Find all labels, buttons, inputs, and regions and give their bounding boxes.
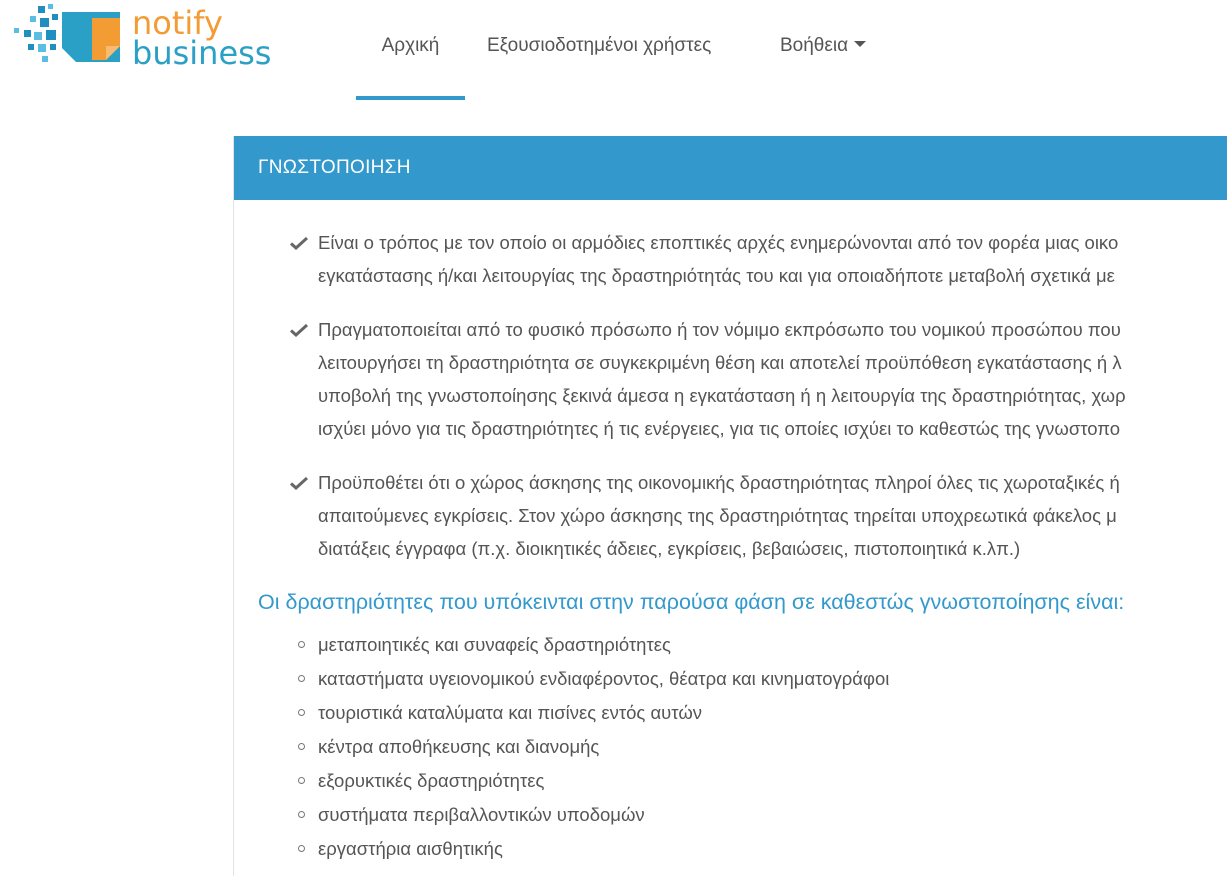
list-item-label: κέντρα αποθήκευσης και διανομής xyxy=(318,736,600,757)
bullet-line: λειτουργήσει τη δραστηριότητα σε συγκεκριμένη θέση και αποτελεί προϋπόθεση εγκατάστασης ή λ xyxy=(318,352,1122,373)
svg-text:business: business xyxy=(132,34,272,72)
bullet-line: ισχύει μόνο για τις δραστηριότητες ή τις ενέργειες, για τις οποίες ισχύει το καθεστώς της γνωστοπο xyxy=(318,418,1121,439)
active-tab-indicator xyxy=(356,96,465,100)
nav-authorized-users[interactable] xyxy=(487,0,711,100)
top-navbar xyxy=(0,0,1227,100)
nav-authorized-users-label: Εξουσιοδοτημένοι χρήστες xyxy=(487,35,712,56)
circle-bullet-icon xyxy=(298,675,305,682)
circle-bullet-icon xyxy=(298,743,305,750)
bullet-line: Πραγματοποιείται από το φυσικό πρόσωπο ή τον νόμιμο εκπρόσωπο του νομικού προσώπου που xyxy=(318,319,1121,340)
list-item xyxy=(298,764,889,798)
bullet-line: Είναι ο τρόπος με τον οποίο οι αρμόδιες εποπτικές αρχές ενημερώνονται από τον φορέα μιας οικο xyxy=(318,232,1119,253)
activities-subheading: Οι δραστηριότητες που υπόκεινται στην παρούσα φάση σε καθεστώς γνωστοποίησης είναι: xyxy=(258,590,1125,614)
activities-list xyxy=(298,628,889,866)
info-bullet-3 xyxy=(290,466,1227,565)
info-bullets xyxy=(290,226,1227,586)
list-item-label: μεταποιητικές και συναφείς δραστηριότητες xyxy=(318,634,671,655)
nav-home[interactable] xyxy=(356,0,465,100)
check-icon xyxy=(290,476,308,490)
list-item xyxy=(298,662,889,696)
info-bullet-2 xyxy=(290,313,1227,445)
caret-down-icon xyxy=(854,41,866,47)
circle-bullet-icon xyxy=(298,641,305,648)
list-item xyxy=(298,730,889,764)
bullet-line: διατάξεις έγγραφα (π.χ. διοικητικές άδειες, εγκρίσεις, βεβαιώσεις, πιστοποιητικά κ.λπ.) xyxy=(318,538,1021,559)
circle-bullet-icon xyxy=(298,709,305,716)
info-bullet-1 xyxy=(290,226,1227,292)
nav-help-label: Βοήθεια xyxy=(780,35,849,56)
bullet-line: απαιτούμενες εγκρίσεις. Στον χώρο άσκησης της δραστηριότητας τηρείται υποχρεωτικά φάκελος μ xyxy=(318,505,1117,526)
list-item-label: καταστήματα υγειονομικού ενδιαφέροντος, θέατρα και κινηματογράφοι xyxy=(318,668,890,689)
check-icon xyxy=(290,323,308,337)
bullet-line: εγκατάστασης ή/και λειτουργίας της δραστηριότητάς του και για οποιαδήποτε μεταβολή σχετικά με xyxy=(318,265,1115,286)
circle-bullet-icon xyxy=(298,811,305,818)
list-item-label: συστήματα περιβαλλοντικών υποδομών xyxy=(318,804,645,825)
list-item xyxy=(298,798,889,832)
circle-bullet-icon xyxy=(298,845,305,852)
nav-help-dropdown[interactable] xyxy=(780,0,866,100)
list-item-label: τουριστικά καταλύματα και πισίνες εντός αυτών xyxy=(318,702,703,723)
logo-graphic xyxy=(10,2,340,72)
list-item xyxy=(298,696,889,730)
list-item xyxy=(298,832,889,866)
notify-business-logo[interactable] xyxy=(10,2,340,72)
list-item-label: εξορυκτικές δραστηριότητες xyxy=(318,770,545,791)
panel-heading: ΓΝΩΣΤΟΠΟΙΗΣΗ xyxy=(234,136,1227,200)
bullet-line: υποβολή της γνωστοποίησης ξεκινά άμεσα η εγκατάσταση ή η λειτουργία της δραστηριότητας, χωρ xyxy=(318,385,1126,406)
nav-home-label: Αρχική xyxy=(381,35,440,56)
svg-text:notify: notify xyxy=(132,4,223,42)
circle-bullet-icon xyxy=(298,777,305,784)
bullet-line: Προϋποθέτει ότι ο χώρος άσκησης της οικονομικής δραστηριότητας πληροί όλες τις χωροταξικές ή xyxy=(318,472,1120,493)
check-icon xyxy=(290,236,308,250)
notification-panel xyxy=(233,136,1227,876)
list-item-label: εργαστήρια αισθητικής xyxy=(318,838,503,859)
list-item xyxy=(298,628,889,662)
